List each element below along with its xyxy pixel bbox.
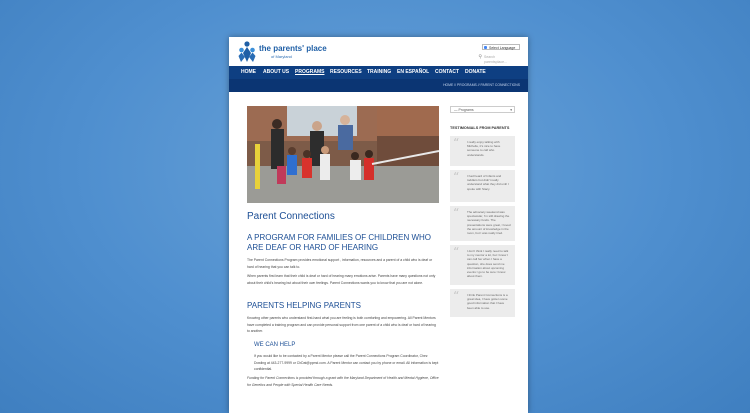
quote-icon: “ (453, 289, 460, 303)
breadcrumb[interactable]: HOME // PROGRAMS // PARENT CONNECTIONS (443, 83, 520, 87)
testimonial-text: I had heard of Infants and toddlers but didn't really understand what they did until I spoke with Stacy. (467, 174, 509, 191)
testimonial-card (450, 245, 515, 285)
program-heading: A PROGRAM FOR FAMILIES OF CHILDREN WHO ARE DEAF OR HARD OF HEARING (247, 233, 432, 252)
search-icon[interactable]: ⚲ (478, 54, 482, 60)
programs-select[interactable] (450, 106, 515, 113)
nav-item-home[interactable]: HOME (241, 69, 256, 75)
nav-item-donate[interactable]: DONATE (465, 69, 486, 75)
main-nav (229, 66, 528, 79)
testimonial-text: I really enjoy talking with Michelle, it's nice to have someone to call who understands. (467, 140, 501, 157)
logo-subtitle: of Maryland (271, 54, 292, 59)
quote-icon: “ (453, 245, 460, 259)
intro-paragraph: The Parent Connections Program provides emotional support , information, resources and a parent of a child who is deaf or hard of hearing that you can talk to. (247, 258, 433, 269)
testimonial-text: The advocacy weekend was spectacular, I'm still drawing the necessary funds. The presentations were great, I loved the amount of knowledge in the room, but I was really tired. (467, 210, 511, 236)
we-can-help-heading: WE CAN HELP (254, 342, 296, 348)
testimonial-card (450, 206, 515, 241)
parents-helping-heading: PARENTS HELPING PARENTS (247, 301, 361, 310)
family-logo-icon[interactable] (238, 41, 256, 63)
search-input[interactable]: Search parentsplace... (484, 55, 507, 64)
language-select[interactable] (482, 44, 520, 50)
mentors-paragraph: Knowing other parents who understand first-hand what you are feeling is both comforting and empowering. All Parent Mentors have completed a training program and can provide personal support from one parent of a child who is deaf or hard of hearing to another. (247, 316, 436, 333)
quote-icon: “ (453, 170, 460, 184)
nav-item-training[interactable]: TRAINING (367, 69, 392, 75)
nav-item-en-espanol[interactable]: EN ESPAÑOL (397, 69, 430, 75)
nav-item-resources[interactable]: RESOURCES (330, 69, 362, 75)
breadcrumb-bar (229, 79, 528, 92)
hero-photo (247, 106, 439, 203)
nav-item-about-us[interactable]: ABOUT US (263, 69, 290, 75)
testimonial-card (450, 289, 515, 317)
website-page (229, 37, 528, 413)
testimonials-title: TESTIMONIALS FROM PARENTS (450, 126, 510, 130)
emotions-paragraph: When parents first learn that their child is deaf or hard of hearing many emotions arise. Parents have many questions not only about their child's hearing but about their own feelings. Parent Connections wants you to know that you are not alone. (247, 274, 436, 285)
language-select-label: Select Language (489, 46, 516, 50)
programs-select-label: — Programs (454, 108, 474, 112)
page-title: Parent Connections (247, 211, 335, 222)
testimonial-card (450, 170, 515, 202)
quote-icon: “ (453, 136, 460, 150)
site-header (229, 37, 528, 66)
contact-paragraph: If you would like to be contacted by a Parent Mentor please call the Parent Connections Program Coordinator, Chez Dowling at 443-277-9999 or ChDat@ppmd.com. A Parent Mentor can contact you by phone or email. All information is kept confidential. (254, 354, 439, 371)
logo-title[interactable]: the parents' place (259, 44, 327, 53)
google-icon (484, 46, 487, 49)
quote-icon: “ (453, 206, 460, 220)
testimonial-text: I think Parent Connections is a great idea, I have gotten some good information that I have been able to use. (467, 293, 508, 310)
nav-item-programs[interactable]: PROGRAMS (295, 69, 325, 75)
testimonial-card (450, 136, 515, 166)
funding-paragraph: Funding for Parent Connections is provided through a grant with the Maryland Department of Health and Mental Hygiene, Office for Genetics and People with Special Health Care Needs. (247, 376, 439, 387)
chevron-down-icon: ▾ (510, 108, 512, 112)
testimonial-text: I don't think I really need to talk to my mentor a lot, but I know I can call her when I have a question, she does send me information about upcoming events I go to be sure I know about them. (467, 249, 509, 279)
nav-item-contact[interactable]: CONTACT (435, 69, 460, 75)
